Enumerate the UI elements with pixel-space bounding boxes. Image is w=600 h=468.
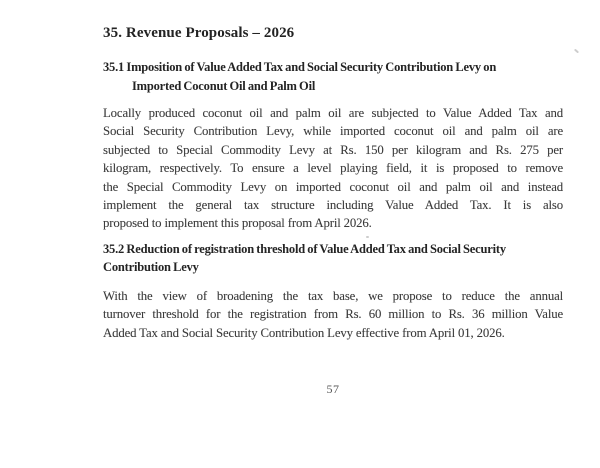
subsection-35-2 <box>103 240 563 342</box>
text-line: Locally produced coconut oil and palm oil are subjected to Value Added Tax and <box>103 106 563 120</box>
scan-artifact <box>574 49 579 54</box>
text-line: subjected to Special Commodity Levy at Rs. 150 per kilogram and Rs. 275 per <box>103 142 563 157</box>
subsection-35-2-heading <box>103 240 563 277</box>
subsection-35-1 <box>103 58 563 233</box>
scan-artifact <box>366 236 369 238</box>
text-line: Social Security Contribution Levy, while imported coconut oil and palm oil are <box>103 124 563 139</box>
subsection-35-1-paragraph <box>103 104 563 233</box>
text-line: With the view of broadening the tax base, we propose to reduce the annual <box>103 288 563 303</box>
text-line: Contribution Levy <box>103 260 199 275</box>
text-line: 35.1 Imposition of Value Added Tax and Social Security Contribution Levy on <box>103 60 497 74</box>
text-line: the Special Commodity Levy on imported coconut oil and palm oil and instead <box>103 179 563 194</box>
text-line: kilogram, respectively. To ensure a level playing field, it is proposed to remove <box>103 161 563 176</box>
text-line: 35.2 Reduction of registration threshold of Value Added Tax and Social Security <box>103 241 506 256</box>
text-line: implement the general tax structure including Value Added Tax. It is also <box>103 198 563 213</box>
text-line: proposed to implement this proposal from April 2026. <box>103 216 372 231</box>
page-content <box>103 25 563 397</box>
text-line: Imported Coconut Oil and Palm Oil <box>132 78 316 93</box>
subsection-35-1-heading <box>103 58 563 95</box>
subsection-35-2-paragraph <box>103 287 563 342</box>
text-line: turnover threshold for the registration from Rs. 60 million to Rs. 36 million Value <box>103 307 563 322</box>
page-number: 57 <box>326 382 340 397</box>
text-line: Added Tax and Social Security Contribution Levy effective from April 01, 2026. <box>103 325 505 340</box>
chapter-title: 35. Revenue Proposals – 2026 <box>103 25 295 41</box>
